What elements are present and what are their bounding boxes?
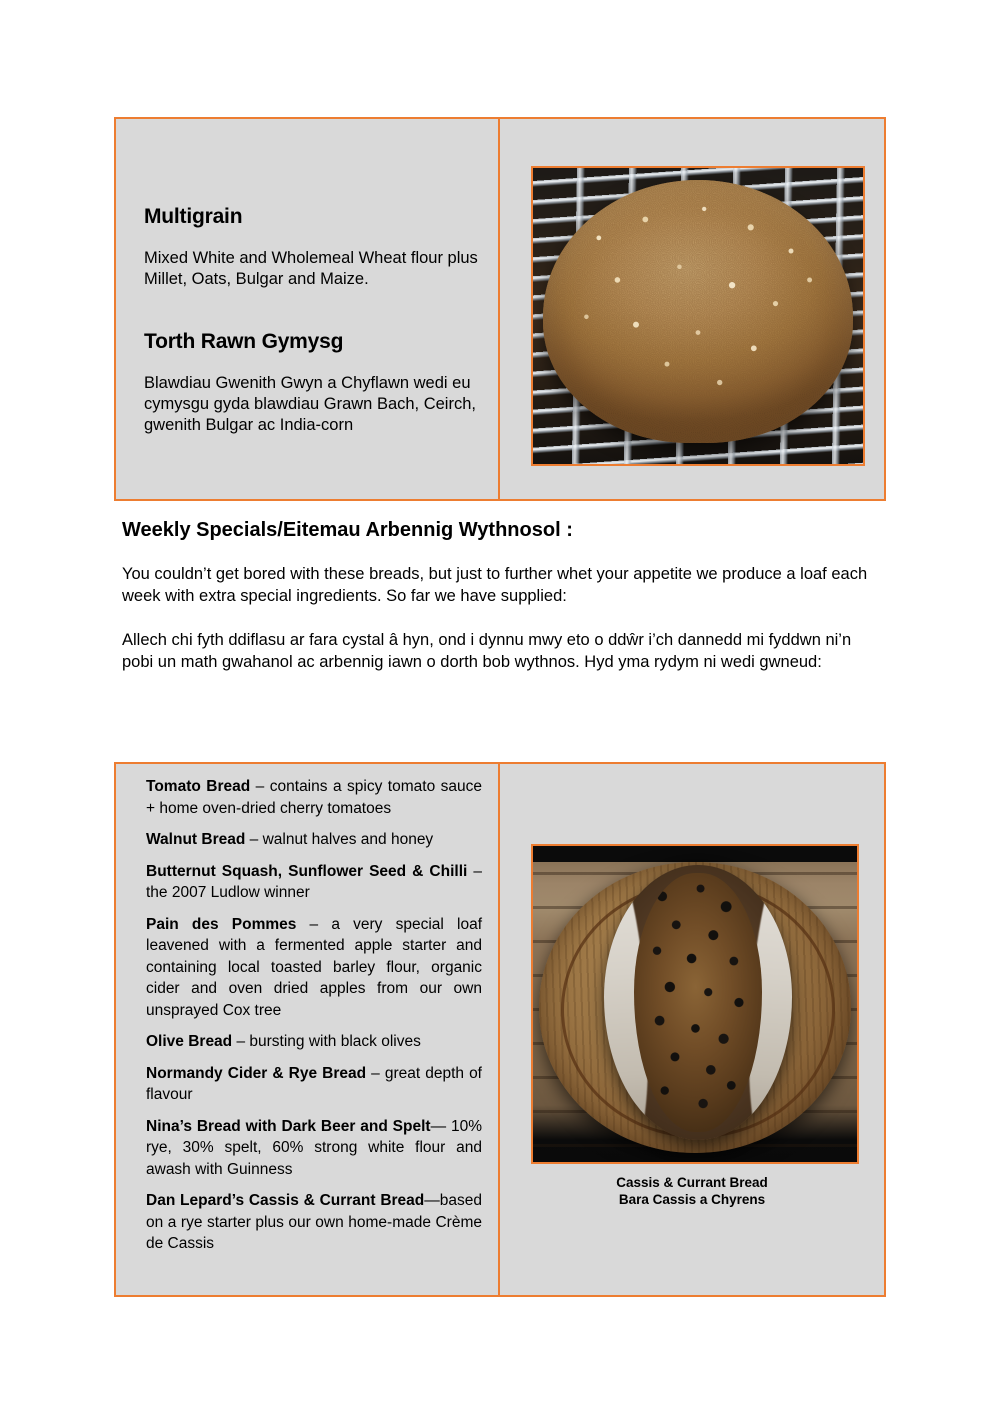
list-item-separator: –: [232, 1033, 250, 1050]
list-item: [146, 1190, 482, 1255]
specials-panel: [114, 762, 886, 1297]
list-item-detail: walnut halves and honey: [262, 831, 434, 848]
list-item: [146, 1063, 482, 1106]
currant-specks: [634, 873, 762, 1131]
list-item-name: Pain des Pommes: [146, 915, 297, 933]
list-item-name: Olive Bread: [146, 1033, 233, 1050]
list-item-separator: –: [245, 831, 263, 848]
list-item-separator: –: [250, 778, 270, 795]
product-title-en: Multigrain: [144, 205, 243, 228]
list-item-detail: the 2007 Ludlow winner: [146, 884, 310, 901]
cassis-photo-cell: [500, 764, 884, 1295]
list-item: [146, 776, 482, 819]
photo-content: [533, 846, 857, 1162]
weekly-specials-intro: [122, 519, 882, 673]
list-item-separator: —: [424, 1192, 440, 1209]
list-item-name: Walnut Bread: [146, 831, 246, 848]
multigrain-panel: [114, 117, 886, 501]
specials-list-cell: [116, 764, 500, 1295]
loaf-seed-topping: [543, 180, 853, 443]
photo-caption: [500, 1174, 884, 1208]
multigrain-loaf-photo: [531, 166, 865, 466]
list-item-separator: —: [430, 1117, 451, 1135]
caption-line-cy: Bara Cassis a Chyrens: [618, 1192, 766, 1207]
list-item: [146, 829, 482, 851]
list-item-separator: –: [296, 915, 332, 933]
spacer: [122, 607, 882, 629]
list-item-name: Butternut Squash, Sunflower Seed & Chilli: [146, 862, 468, 880]
product-title-cy: Torth Rawn Gymysg: [144, 330, 344, 353]
caption-line-en: Cassis & Currant Bread: [616, 1175, 768, 1190]
list-item-detail: a very special loaf leavened with a fermented apple starter and containing local toasted barley flour, organic cider and oven dried apples from our own unsprayed Cox tree: [146, 915, 483, 1019]
loaf-crust-center: [634, 873, 762, 1131]
list-item-separator: –: [366, 1064, 385, 1082]
product-description-en: Mixed White and Wholemeal Wheat flour plus Millet, Oats, Bulgar and Maize.: [144, 249, 478, 288]
round-loaf-shape: [543, 180, 853, 443]
list-item: [146, 1031, 482, 1053]
list-item: [146, 861, 482, 904]
multigrain-text-cell: [116, 119, 500, 499]
list-item: [146, 1116, 482, 1181]
list-item-name: Nina’s Bread with Dark Beer and Spelt: [146, 1117, 431, 1135]
list-item-detail: great depth of flavour: [146, 1064, 482, 1103]
list-item-name: Dan Lepard’s Cassis & Currant Bread: [146, 1192, 425, 1209]
list-item-detail: contains a spicy tomato sauce + home oven-dried cherry tomatoes: [146, 778, 483, 817]
list-item-name: Tomato Bread: [146, 778, 251, 795]
intro-paragraph-cy: Allech chi fyth ddiflasu ar fara cystal â hyn, ond i dynnu mwy eto o ddŵr i’ch dannedd mi fyddwn ni’n pobi un math gwahanol ac arbennig iawn o dorth bob wythnos. Hyd yma rydym ni wedi gwneud:: [122, 631, 852, 671]
list-item-separator: –: [467, 862, 482, 880]
list-item-name: Normandy Cider & Rye Bread: [146, 1064, 367, 1082]
list-item-detail: based on a rye starter plus our own home-made Crème de Cassis: [146, 1192, 482, 1252]
list-item: [146, 914, 482, 1022]
list-item-detail: bursting with black olives: [249, 1033, 421, 1050]
cassis-currant-loaf-photo: [531, 844, 859, 1164]
oval-loaf-shape: [604, 865, 792, 1140]
specials-list: [146, 776, 482, 1255]
multigrain-photo-cell: [500, 119, 884, 499]
list-item-detail: 10% rye, 30% spelt, 60% strong white flour and awash with Guinness: [146, 1117, 482, 1178]
section-heading: Weekly Specials/Eitemau Arbennig Wythnosol :: [122, 519, 573, 541]
spacer: [144, 290, 484, 330]
product-description-cy: Blawdiau Gwenith Gwyn a Chyflawn wedi eu cymysgu gyda blawdiau Grawn Bach, Ceirch, gwenith Bulgar ac India-corn: [144, 374, 476, 434]
photo-content: [533, 168, 863, 464]
multigrain-text-block: [144, 205, 484, 436]
intro-paragraph-en: You couldn’t get bored with these breads, but just to further whet your appetite we produce a loaf each week with extra special ingredients. So far we have supplied:: [122, 565, 868, 605]
